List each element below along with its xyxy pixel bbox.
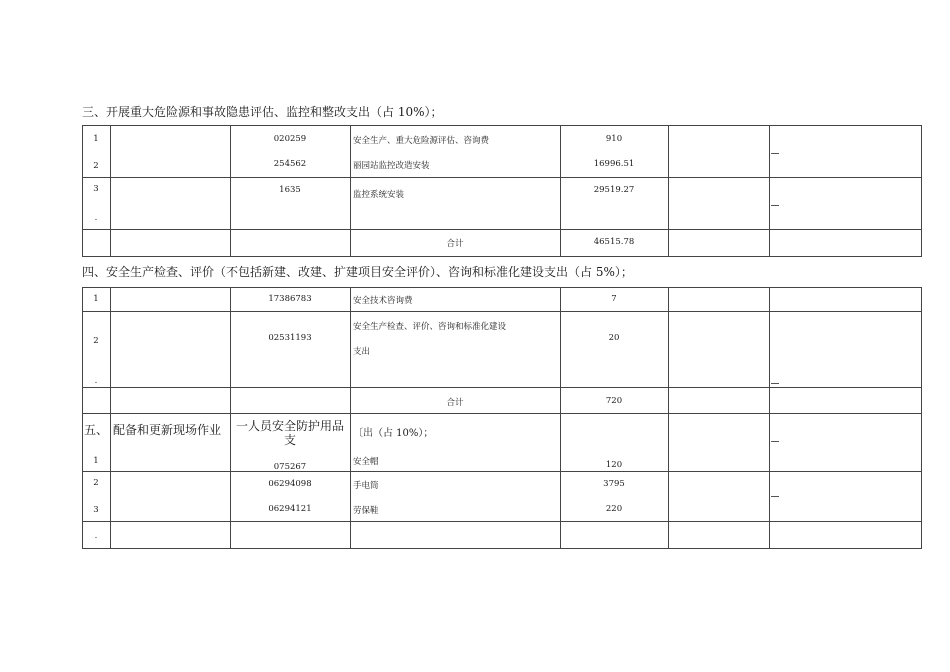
section3-heading: 三、开展重大危险源和事故隐患评估、监控和整改支出（占 10%）； (82, 105, 443, 119)
table-row-name-line2: 支出 (353, 347, 371, 357)
dot-mark: . (94, 213, 98, 223)
table-row-code: 1635 (279, 185, 301, 195)
table-row-no: 1 (93, 134, 99, 144)
table-row-no: 2 (93, 336, 99, 346)
table-row-amount: 910 (605, 134, 623, 144)
table-row-code: 06294121 (268, 504, 312, 514)
table-row-name: 安全帽 (353, 457, 379, 467)
table-row-name-line1: 安全生产检查、评价、咨询和标准化建设 (353, 322, 507, 332)
section4-heading: 四、安全生产检查、评价（不包括新建、改建、扩建项目安全评价）、咨询和标准化建设支出（占 5%）； (82, 265, 633, 279)
table-row-code: 254562 (273, 159, 307, 169)
table-row-code: 020259 (273, 134, 307, 144)
table-row-name: 监控系统安装 (353, 190, 405, 200)
table-row-name: 丽园站监控改造安装 (353, 161, 430, 171)
table-row-code: 02531193 (268, 333, 312, 343)
table-row-no: 1 (93, 294, 99, 304)
table-row-code: 075267 (273, 462, 307, 472)
table-row-amount: 3795 (603, 479, 625, 489)
section5-heading-part: 配备和更新现场作业 (113, 423, 222, 437)
table-row-name: 手电筒 (353, 481, 379, 491)
section5-heading-part: 一人员安全防护用品 (235, 419, 344, 433)
table-row-name: 安全生产、重大危险源评估、咨询费 (353, 136, 490, 146)
table-row-amount: 20 (608, 333, 620, 343)
section5-heading-part: 支 (283, 433, 296, 447)
table-row-no: 3 (93, 505, 99, 515)
table-row-code: 06294098 (268, 479, 312, 489)
dash-mark (771, 496, 779, 497)
dash-mark (771, 441, 779, 442)
total-value: 720 (605, 396, 623, 406)
table-row-amount: 16996.51 (593, 159, 635, 169)
table-row-no: 1 (93, 456, 99, 466)
dot-mark: . (94, 376, 98, 386)
dash-mark (771, 205, 779, 206)
table-row-no: 3 (93, 184, 99, 194)
total-label: 合计 (446, 239, 464, 249)
dot-mark: . (94, 531, 98, 541)
table-row-amount: 7 (611, 294, 617, 304)
table-row-amount: 120 (605, 460, 623, 470)
table-row-name: 安全技术咨询费 (353, 296, 413, 306)
table-row-no: 2 (93, 161, 99, 171)
table-row-name: 劳保鞋 (353, 506, 379, 516)
section5-heading-part: 〔出（占 10%）； (353, 428, 434, 439)
table-row-no: 2 (93, 478, 99, 488)
total-label: 合计 (446, 398, 464, 408)
table-row-code: 17386783 (268, 294, 312, 304)
section5-heading-prefix: 五、 (84, 423, 109, 437)
dash-mark (771, 383, 779, 384)
table-row-amount: 29519.27 (593, 185, 635, 195)
table-row-amount: 220 (605, 504, 623, 514)
total-value: 46515.78 (593, 237, 635, 247)
dash-mark (771, 153, 779, 154)
